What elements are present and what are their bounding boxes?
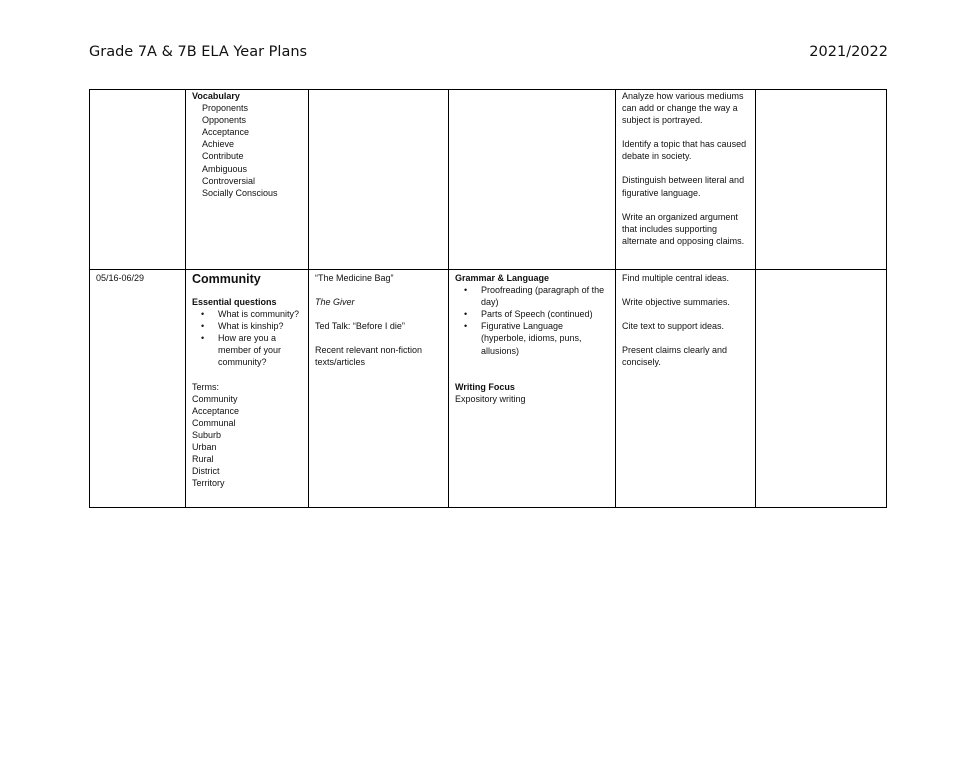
term-item: Rural	[192, 454, 214, 465]
vocab-word: Contribute	[202, 151, 244, 162]
writing-focus-heading: Writing Focus	[455, 381, 515, 392]
text-item: Recent relevant non-fiction texts/articles	[315, 345, 423, 368]
term-item: Acceptance	[192, 405, 240, 416]
vocab-word: Proponents	[202, 103, 249, 114]
term-item: Territory	[192, 478, 225, 489]
text-item: Ted Talk: “Before I die”	[315, 321, 405, 332]
question-item: • How are you a member of your community?	[201, 333, 282, 368]
row1-vocabulary-cell	[186, 90, 308, 269]
school-year: 2021/2022	[809, 44, 888, 60]
grammar-item: • Parts of Speech (continued)	[464, 309, 593, 320]
term-item: Suburb	[192, 429, 222, 440]
writing-focus-text: Expository writing	[455, 393, 526, 404]
col-divider-5	[755, 89, 756, 508]
row2-theme-cell	[186, 271, 308, 507]
row-divider	[89, 269, 887, 270]
term-item: Community	[192, 393, 238, 404]
text-item: “The Medicine Bag”	[315, 273, 394, 283]
text-item: The Giver	[315, 297, 355, 308]
page-title: Grade 7A & 7B ELA Year Plans	[89, 44, 308, 60]
vocab-word: Socially Conscious	[202, 187, 278, 198]
unit-theme: Community	[192, 272, 261, 286]
row1-outcomes-cell	[616, 90, 755, 269]
outcome-item: Cite text to support ideas.	[622, 321, 725, 332]
outcome-item: Present claims clearly and concisely.	[622, 345, 728, 368]
question-item: • What is community?	[201, 309, 300, 320]
terms-heading: Terms:	[192, 381, 219, 392]
outcome-item: Analyze how various mediums can add or change the way a subject is portrayed.	[622, 91, 744, 126]
vocab-word: Achieve	[202, 139, 235, 150]
outcome-item: Write objective summaries.	[622, 297, 730, 308]
outcome-item: Write an organized argument that includes supporting alternate and opposing claims.	[622, 211, 745, 246]
term-item: District	[192, 466, 220, 477]
grammar-heading: Grammar & Language	[455, 273, 550, 283]
vocabulary-heading: Vocabulary	[192, 91, 240, 101]
grammar-item: • Figurative Language (hyperbole, idioms, puns, allusions)	[464, 321, 582, 356]
essential-questions-heading: Essential questions	[192, 297, 277, 307]
vocab-word: Acceptance	[202, 127, 250, 138]
table-border-bottom	[89, 507, 887, 508]
vocab-word: Opponents	[202, 115, 247, 126]
row2-outcomes-cell	[616, 272, 755, 507]
outcome-item: Distinguish between literal and figurative language.	[622, 175, 745, 198]
vocab-word: Controversial	[202, 175, 256, 186]
date-range: 05/16-06/29	[96, 273, 145, 283]
year-plan-table	[89, 89, 887, 508]
question-item: • What is kinship?	[201, 321, 284, 332]
table-border-right	[886, 89, 887, 508]
term-item: Communal	[192, 417, 236, 428]
row2-grammar-cell	[449, 272, 615, 507]
row2-texts-cell	[309, 272, 448, 507]
grammar-item: • Proofreading (paragraph of the day)	[464, 285, 605, 308]
vocab-word: Ambiguous	[202, 163, 248, 174]
outcome-item: Identify a topic that has caused debate in society.	[622, 139, 747, 162]
outcome-item: Find multiple central ideas.	[622, 273, 730, 283]
term-item: Urban	[192, 442, 217, 453]
row2-dates-cell	[90, 272, 185, 302]
